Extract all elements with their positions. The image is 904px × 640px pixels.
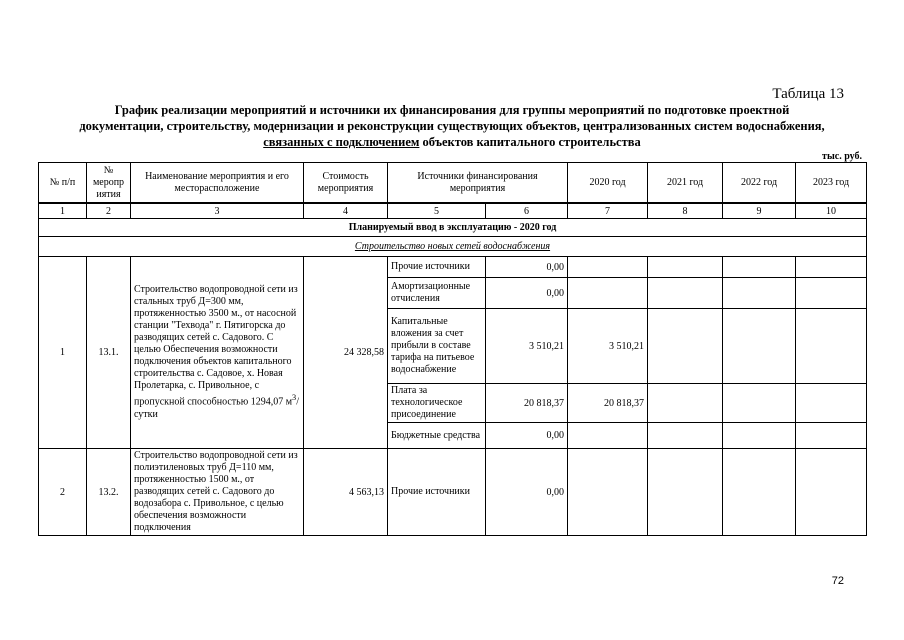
year-2022-value xyxy=(723,309,796,384)
table-label: Таблица 13 xyxy=(772,86,844,102)
header-2023: 2023 год xyxy=(796,163,867,203)
year-2020-value xyxy=(568,423,648,449)
year-2022-value xyxy=(723,278,796,309)
header-measure-num: № меропр иятия xyxy=(87,163,131,203)
col-number: 8 xyxy=(648,204,723,219)
header-row xyxy=(39,163,867,203)
year-2023-value xyxy=(796,384,867,423)
year-2023-value xyxy=(796,309,867,384)
year-2022-value xyxy=(723,384,796,423)
year-2022-value xyxy=(723,257,796,278)
source-name: Плата за технологическое присоединение xyxy=(388,384,486,423)
header-2022: 2022 год xyxy=(723,163,796,203)
subsection-row xyxy=(39,237,867,257)
header-2021: 2021 год xyxy=(648,163,723,203)
subsection-title xyxy=(39,237,867,257)
row-description-text: Строительство водопроводной сети из стальных труб Д=300 мм, протяженностью 3500 м., от насосной станции "Техвода" г. Пятигорска до разводящих сетей с. Садового. С целью Обеспечения возможности подключения объектов капитального строительства с. Садовое, х. Новая Пролетарка, с. Привольное, с пропускной способностью 1294,07 м xyxy=(134,284,298,408)
row-description xyxy=(131,257,304,449)
header-measure-name: Наименование мероприятия и его месторасположение xyxy=(131,163,304,203)
row-num: 1 xyxy=(39,257,87,449)
table-row xyxy=(39,449,867,536)
header-cost: Стоимость мероприятия xyxy=(304,163,388,203)
row-description: Строительство водопроводной сети из полиэтиленовых труб Д=110 мм, протяженностью 1500 м., от разводящих сетей с. Садового до водозабора с. Привольное, с целью обеспечения возможности подключения xyxy=(131,449,304,536)
year-2023-value xyxy=(796,449,867,536)
row-measure-code: 13.2. xyxy=(87,449,131,536)
col-number: 9 xyxy=(723,204,796,219)
row-description-tail: /сутки xyxy=(134,396,299,420)
source-name: Прочие источники xyxy=(388,449,486,536)
title-line-3 xyxy=(38,134,866,150)
table-row xyxy=(39,257,867,278)
header-table xyxy=(38,162,867,203)
source-amount: 0,00 xyxy=(486,257,568,278)
year-2020-value xyxy=(568,257,648,278)
row-num: 2 xyxy=(39,449,87,536)
year-2020-value xyxy=(568,278,648,309)
year-2020-value xyxy=(568,449,648,536)
col-number: 6 xyxy=(486,204,568,219)
source-amount: 3 510,21 xyxy=(486,309,568,384)
year-2021-value xyxy=(648,309,723,384)
document-title xyxy=(38,102,866,150)
col-number: 7 xyxy=(568,204,648,219)
col-number: 4 xyxy=(304,204,388,219)
year-2021-value xyxy=(648,384,723,423)
source-amount: 20 818,37 xyxy=(486,384,568,423)
title-rest-text: объектов капитального строительства xyxy=(419,135,641,149)
col-number: 2 xyxy=(87,204,131,219)
source-name: Прочие источники xyxy=(388,257,486,278)
year-2023-value xyxy=(796,257,867,278)
year-2021-value xyxy=(648,257,723,278)
year-2020-value: 20 818,37 xyxy=(568,384,648,423)
source-amount: 0,00 xyxy=(486,449,568,536)
header-2020: 2020 год xyxy=(568,163,648,203)
year-2020-value: 3 510,21 xyxy=(568,309,648,384)
year-2022-value xyxy=(723,449,796,536)
row-description-sup: 3 xyxy=(292,393,297,403)
source-amount: 0,00 xyxy=(486,423,568,449)
title-line-1: График реализации мероприятий и источники их финансирования для группы мероприятий по подготовке проектной xyxy=(114,103,790,117)
row-cost: 4 563,13 xyxy=(304,449,388,536)
year-2021-value xyxy=(648,423,723,449)
units-label: тыс. руб. xyxy=(822,151,862,162)
year-2021-value xyxy=(648,278,723,309)
section-title: Планируемый ввод в эксплуатацию - 2020 год xyxy=(39,219,867,237)
section-row xyxy=(39,219,867,237)
header-sources: Источники финансирования мероприятия xyxy=(388,163,568,203)
subsection-title-text: Строительство новых сетей водоснабжения xyxy=(354,241,551,252)
source-name: Амортизационные отчисления xyxy=(388,278,486,309)
col-number: 10 xyxy=(796,204,867,219)
year-2023-value xyxy=(796,278,867,309)
col-number: 1 xyxy=(39,204,87,219)
source-name: Капитальные вложения за счет прибыли в составе тарифа на питьевое водоснабжение xyxy=(388,309,486,384)
year-2021-value xyxy=(648,449,723,536)
column-number-row xyxy=(39,204,867,219)
row-cost: 24 328,58 xyxy=(304,257,388,449)
title-line-2: документации, строительству, модернизации и реконструкции существующих объектов, централизованных систем водоснабжения, xyxy=(79,119,825,133)
source-amount: 0,00 xyxy=(486,278,568,309)
year-2023-value xyxy=(796,423,867,449)
data-table xyxy=(38,203,867,536)
col-number: 5 xyxy=(388,204,486,219)
year-2022-value xyxy=(723,423,796,449)
title-underlined-text: связанных с подключением xyxy=(263,135,420,149)
page-number: 72 xyxy=(831,575,844,587)
col-number: 3 xyxy=(131,204,304,219)
row-measure-code: 13.1. xyxy=(87,257,131,449)
source-name: Бюджетные средства xyxy=(388,423,486,449)
header-num: № п/п xyxy=(39,163,87,203)
